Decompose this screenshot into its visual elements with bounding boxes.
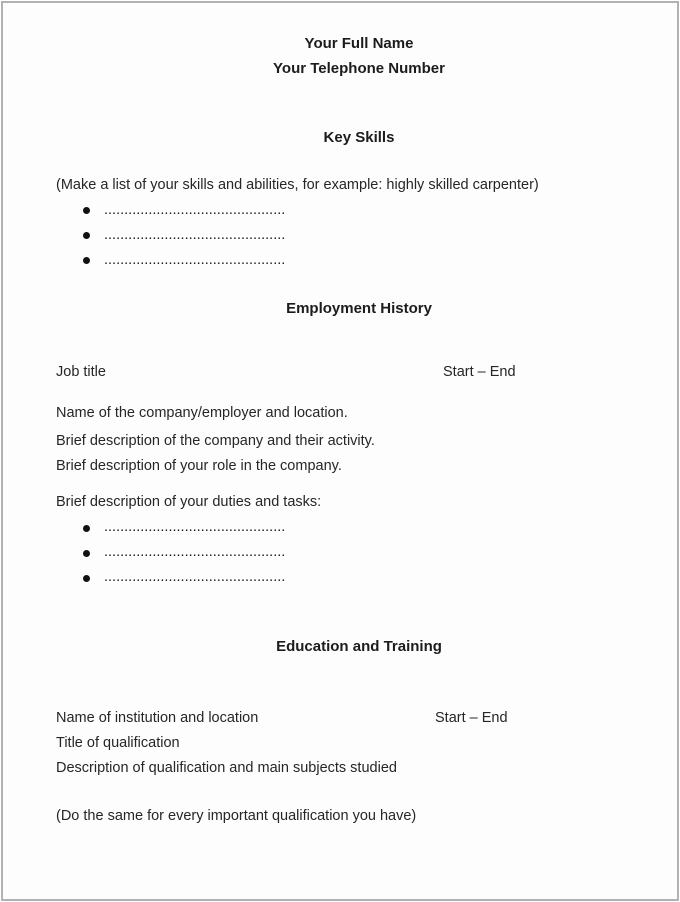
- dotted-placeholder: .............................................: [104, 519, 286, 535]
- job-title-row: [56, 360, 662, 385]
- institution-row: [56, 706, 662, 731]
- list-item: [56, 223, 662, 248]
- key-skills-list: [56, 198, 662, 273]
- dotted-placeholder: .............................................: [104, 202, 286, 218]
- duties-line: Brief description of your duties and tasks:: [56, 494, 322, 510]
- bullet-icon: [83, 550, 90, 557]
- role-line: Brief description of your role in the company.: [56, 458, 342, 474]
- education-training-heading: Education and Training: [276, 638, 442, 655]
- bullet-icon: [83, 207, 90, 214]
- bullet-icon: [83, 232, 90, 239]
- activity-line: Brief description of the company and their activity.: [56, 433, 375, 449]
- dotted-placeholder: .............................................: [104, 569, 286, 585]
- employment-history-heading: Employment History: [286, 300, 432, 317]
- bullet-icon: [83, 525, 90, 532]
- resume-page: [1, 1, 679, 901]
- key-skills-heading: Key Skills: [323, 129, 395, 146]
- education-note: (Do the same for every important qualification you have): [56, 808, 417, 824]
- job-title-label: Job title: [56, 364, 106, 380]
- list-item: [56, 540, 662, 565]
- dotted-placeholder: .............................................: [104, 544, 286, 560]
- institution-label: Name of institution and location: [56, 710, 259, 726]
- key-skills-hint: (Make a list of your skills and abilities, for example: highly skilled carpenter): [56, 177, 539, 193]
- qualification-line: Title of qualification: [56, 735, 180, 751]
- bullet-icon: [83, 257, 90, 264]
- qualification-description-line: Description of qualification and main subjects studied: [56, 760, 397, 776]
- company-line: Name of the company/employer and location.: [56, 405, 348, 421]
- resume-content: [3, 3, 677, 899]
- employment-date-range-label: Start – End: [443, 364, 516, 380]
- dotted-placeholder: .............................................: [104, 227, 286, 243]
- list-item: [56, 198, 662, 223]
- bullet-icon: [83, 575, 90, 582]
- list-item: [56, 515, 662, 540]
- education-date-range-label: Start – End: [435, 710, 508, 726]
- dotted-placeholder: .............................................: [104, 252, 286, 268]
- full-name-heading: Your Full Name: [304, 35, 414, 52]
- duties-list: [56, 515, 662, 590]
- telephone-heading: Your Telephone Number: [273, 60, 445, 77]
- list-item: [56, 248, 662, 273]
- list-item: [56, 565, 662, 590]
